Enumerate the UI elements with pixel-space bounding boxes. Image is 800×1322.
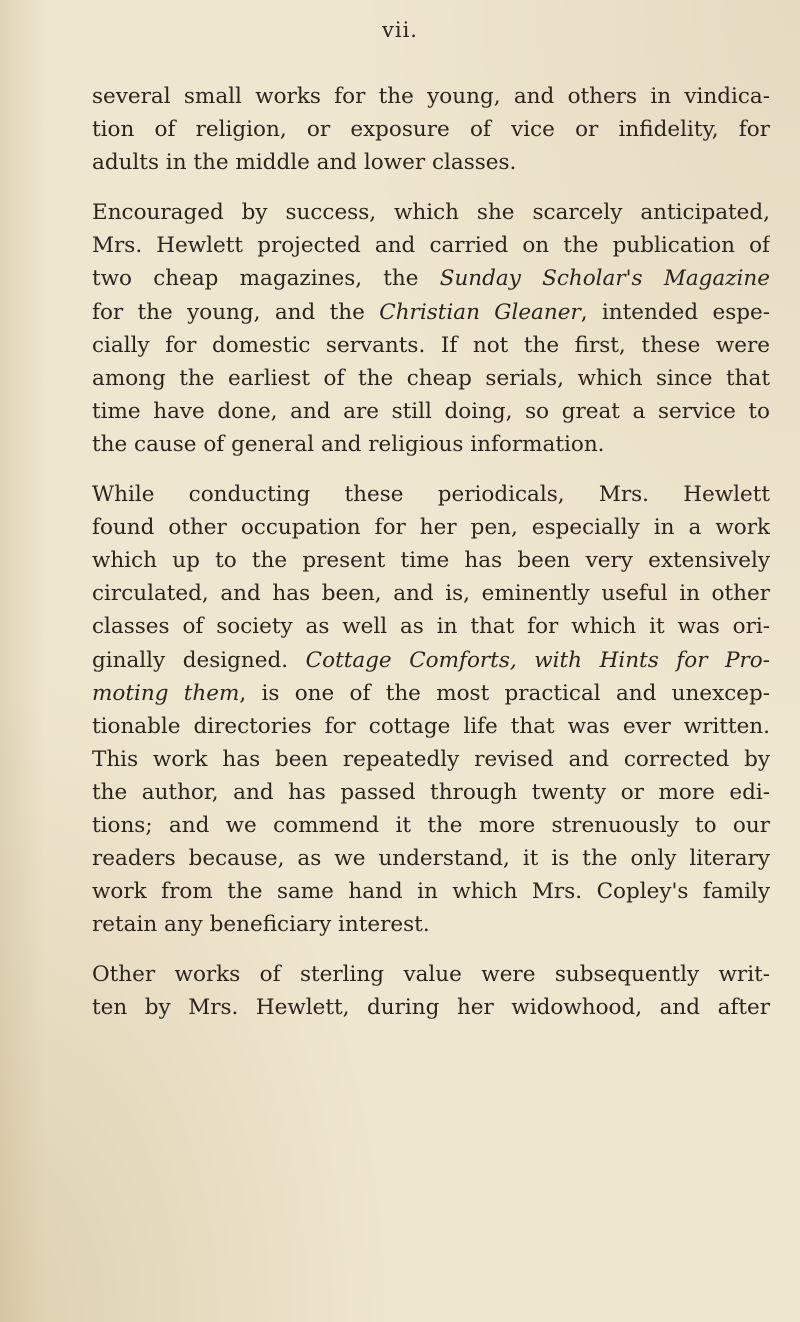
text-run: tion of religion, or exposure of vice or infidelity, for	[92, 117, 770, 143]
text-line	[58, 958, 770, 991]
text-run: two cheap magazines, the	[92, 266, 440, 292]
text-line	[58, 80, 770, 113]
text-line	[58, 296, 770, 329]
text-run: the author, and has passed through twenty or more edi-	[92, 779, 770, 805]
paragraph	[58, 80, 770, 179]
text-line	[58, 262, 770, 295]
text-line	[58, 146, 770, 179]
text-run: , is one of the most practical and unexcep-	[239, 680, 770, 706]
text-run: for the young, and the	[92, 299, 380, 325]
text-line	[58, 908, 770, 941]
text-run: circulated, and has been, and is, eminently useful in other	[92, 581, 770, 607]
text-run: , intended espe-	[580, 299, 770, 325]
text-run: readers because, as we understand, it is the only literary	[92, 846, 770, 872]
text-run: the cause of general and religious information.	[92, 431, 605, 457]
text-run: which up to the present time has been very extensively	[92, 548, 770, 574]
text-run: retain any beneficiary interest.	[92, 912, 430, 938]
text-run: Encouraged by success, which she scarcely anticipated,	[92, 200, 770, 226]
text-line	[58, 743, 770, 776]
text-run: several small works for the young, and others in vindica-	[92, 84, 770, 109]
paragraph	[58, 958, 770, 1024]
italic-title: Cottage Comforts, with Hints for Pro-	[305, 647, 770, 673]
text-run: among the earliest of the cheap serials, which since that	[92, 365, 770, 391]
paragraph	[58, 196, 770, 461]
paragraph	[58, 478, 770, 941]
text-run: While conducting these periodicals, Mrs. Hewlett	[92, 482, 770, 508]
text-run: ginally designed.	[92, 647, 306, 673]
text-line	[58, 428, 770, 461]
text-line	[58, 577, 770, 610]
text-line	[58, 875, 770, 908]
text-run: classes of society as well as in that for which it was ori-	[92, 614, 770, 640]
italic-title: Christian Gleaner	[379, 299, 581, 325]
text-run: tionable directories for cottage life that was ever written.	[92, 713, 770, 739]
text-line	[58, 677, 770, 710]
text-run: cially for domestic servants. If not the first, these were	[92, 332, 770, 358]
body-text	[58, 80, 770, 1025]
text-run: Mrs. Hewlett projected and carried on the publication of	[92, 233, 770, 259]
text-line	[58, 362, 770, 395]
text-run: found other occupation for her pen, especially in a work	[92, 515, 770, 541]
text-line	[58, 991, 770, 1024]
text-line	[58, 478, 770, 511]
text-run: work from the same hand in which Mrs. Copley's family	[92, 879, 770, 905]
text-line	[58, 511, 770, 544]
text-line	[58, 644, 770, 677]
text-line	[58, 113, 770, 146]
text-line	[58, 329, 770, 362]
italic-title: Sunday Scholar's Magazine	[439, 266, 770, 292]
text-run: tions; and we commend it the more strenuously to our	[92, 812, 770, 838]
page-number: vii.	[382, 18, 418, 42]
text-run: adults in the middle and lower classes.	[92, 150, 517, 176]
text-line	[58, 776, 770, 809]
text-run: This work has been repeatedly revised and corrected by	[92, 746, 770, 772]
text-line	[58, 710, 770, 743]
italic-title: moting them	[92, 680, 240, 706]
text-run: Other works of sterling value were subsequently writ-	[92, 962, 770, 988]
text-line	[58, 229, 770, 262]
text-line	[58, 544, 770, 577]
text-run: time have done, and are still doing, so great a service to	[92, 398, 770, 424]
text-line	[58, 842, 770, 875]
text-line	[58, 610, 770, 643]
text-line	[58, 809, 770, 842]
text-line	[58, 395, 770, 428]
text-run: ten by Mrs. Hewlett, during her widowhood, and after	[92, 995, 770, 1021]
text-line	[58, 196, 770, 229]
